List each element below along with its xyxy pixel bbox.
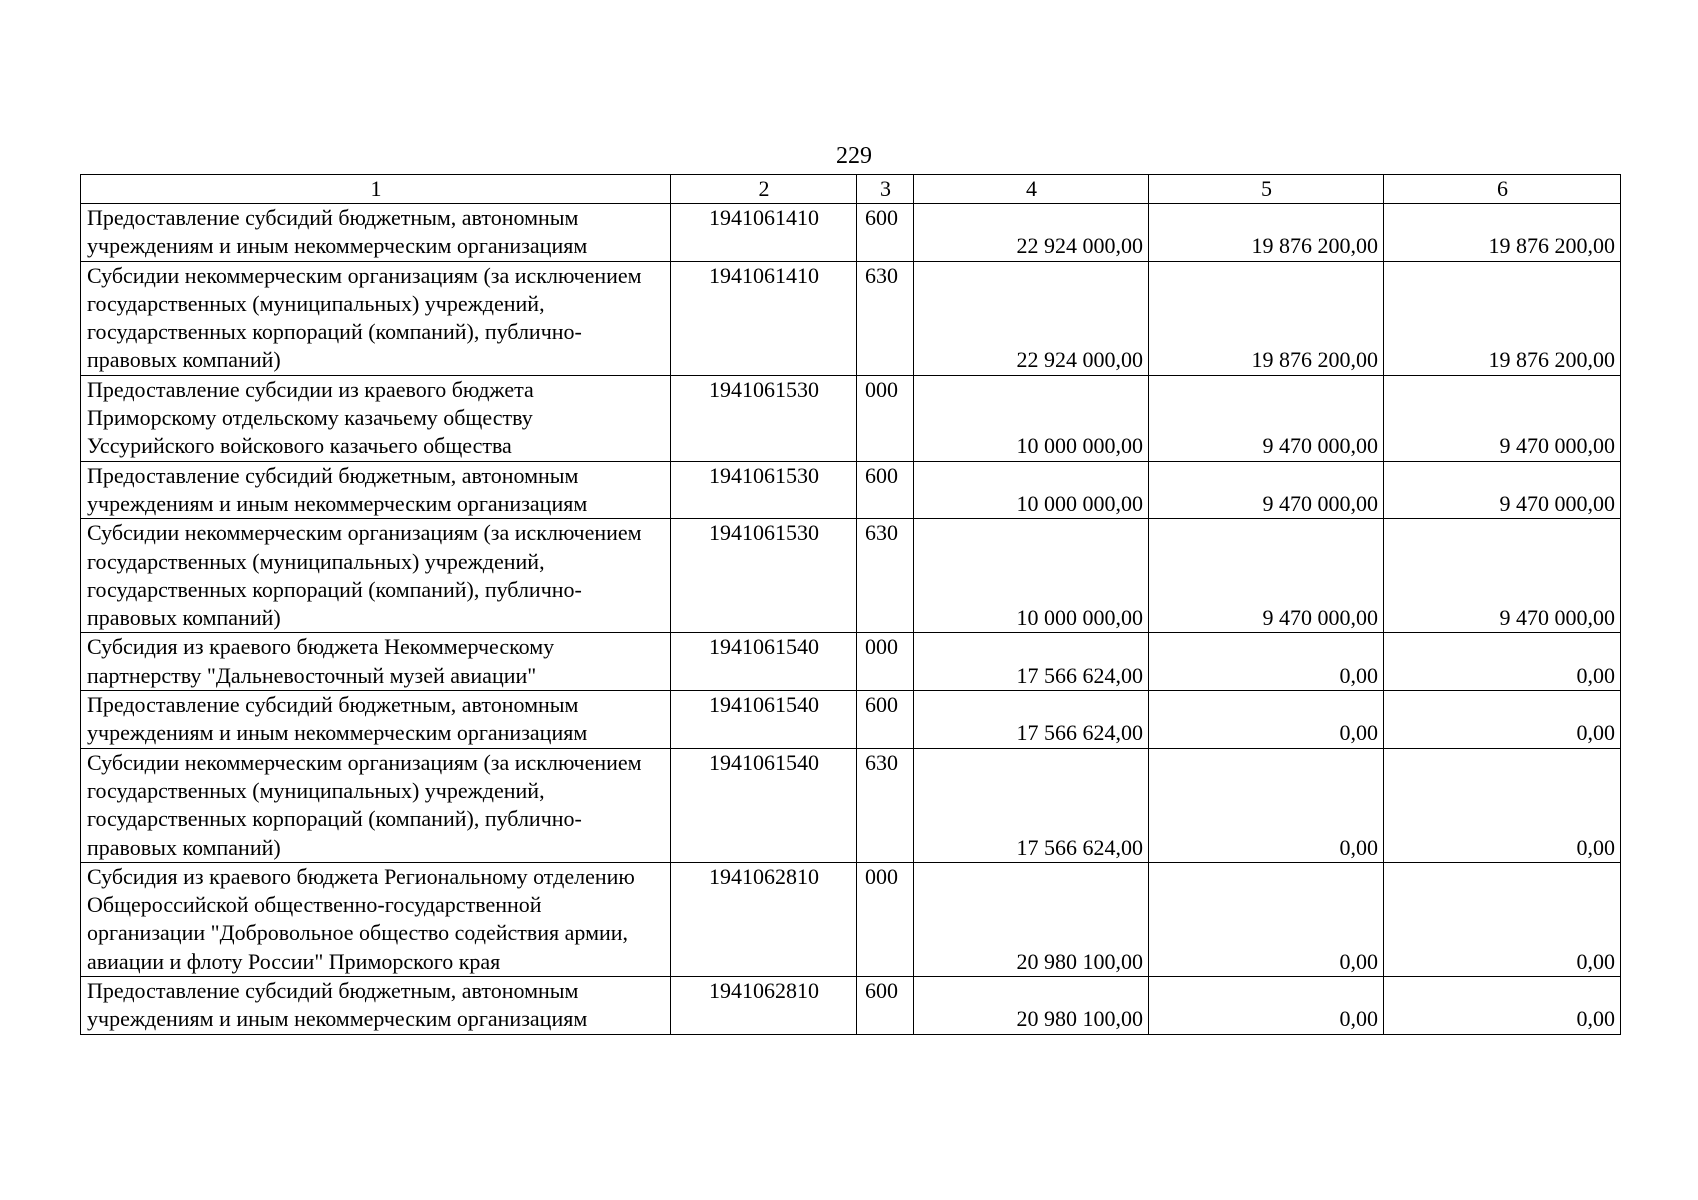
amount-col-6: 9 470 000,00 xyxy=(1384,375,1621,461)
amount-col-6: 0,00 xyxy=(1384,977,1621,1035)
amount-col-6: 0,00 xyxy=(1384,862,1621,976)
row-name-cell: Предоставление субсидий бюджетным, автономным учреждениям и иным некоммерческим организациям xyxy=(81,691,671,749)
table-row xyxy=(81,862,1621,976)
amount-col-4: 20 980 100,00 xyxy=(914,862,1149,976)
row-name-cell: Субсидии некоммерческим организациям (за исключением государственных (муниципальных) учреждений, государственных корпораций (компаний), публично-правовых компаний) xyxy=(81,261,671,375)
table-row xyxy=(81,261,1621,375)
amount-col-4: 17 566 624,00 xyxy=(914,633,1149,691)
table-row xyxy=(81,375,1621,461)
column-header-5: 5 xyxy=(1149,175,1384,204)
target-article-code: 1941062810 xyxy=(671,862,857,976)
target-article-code: 1941061530 xyxy=(671,519,857,633)
expense-type-code: 600 xyxy=(857,691,914,749)
table-row xyxy=(81,748,1621,862)
amount-col-5: 19 876 200,00 xyxy=(1149,261,1384,375)
column-header-6: 6 xyxy=(1384,175,1621,204)
target-article-code: 1941062810 xyxy=(671,977,857,1035)
row-name-cell: Субсидии некоммерческим организациям (за исключением государственных (муниципальных) учреждений, государственных корпораций (компаний), публично-правовых компаний) xyxy=(81,748,671,862)
row-name-cell: Субсидия из краевого бюджета Региональному отделению Общероссийской общественно-государственной организации "Добровольное общество содействия армии, авиации и флоту России" Приморского края xyxy=(81,862,671,976)
amount-col-5: 0,00 xyxy=(1149,862,1384,976)
expense-type-code: 630 xyxy=(857,261,914,375)
column-header-2: 2 xyxy=(671,175,857,204)
row-name-cell: Предоставление субсидий бюджетным, автономным учреждениям и иным некоммерческим организациям xyxy=(81,461,671,519)
page-number: 229 xyxy=(836,143,872,169)
amount-col-5: 0,00 xyxy=(1149,691,1384,749)
amount-col-6: 0,00 xyxy=(1384,633,1621,691)
budget-table xyxy=(80,174,1621,1035)
table-row xyxy=(81,519,1621,633)
amount-col-4: 22 924 000,00 xyxy=(914,204,1149,262)
expense-type-code: 600 xyxy=(857,977,914,1035)
amount-col-5: 0,00 xyxy=(1149,633,1384,691)
amount-col-5: 9 470 000,00 xyxy=(1149,461,1384,519)
amount-col-4: 17 566 624,00 xyxy=(914,691,1149,749)
column-header-4: 4 xyxy=(914,175,1149,204)
expense-type-code: 630 xyxy=(857,519,914,633)
target-article-code: 1941061540 xyxy=(671,691,857,749)
target-article-code: 1941061540 xyxy=(671,633,857,691)
expense-type-code: 630 xyxy=(857,748,914,862)
expense-type-code: 000 xyxy=(857,375,914,461)
amount-col-6: 9 470 000,00 xyxy=(1384,461,1621,519)
expense-type-code: 000 xyxy=(857,633,914,691)
amount-col-4: 17 566 624,00 xyxy=(914,748,1149,862)
row-name-cell: Предоставление субсидии из краевого бюджета Приморскому отдельскому казачьему обществу Уссурийского войскового казачьего общества xyxy=(81,375,671,461)
target-article-code: 1941061530 xyxy=(671,461,857,519)
amount-col-4: 20 980 100,00 xyxy=(914,977,1149,1035)
amount-col-6: 0,00 xyxy=(1384,691,1621,749)
target-article-code: 1941061540 xyxy=(671,748,857,862)
column-header-1: 1 xyxy=(81,175,671,204)
expense-type-code: 000 xyxy=(857,862,914,976)
row-name-cell: Субсидия из краевого бюджета Некоммерческому партнерству "Дальневосточный музей авиации" xyxy=(81,633,671,691)
amount-col-4: 10 000 000,00 xyxy=(914,519,1149,633)
amount-col-5: 19 876 200,00 xyxy=(1149,204,1384,262)
amount-col-4: 10 000 000,00 xyxy=(914,375,1149,461)
column-header-3: 3 xyxy=(857,175,914,204)
table-header-row xyxy=(81,175,1621,204)
amount-col-5: 9 470 000,00 xyxy=(1149,519,1384,633)
target-article-code: 1941061410 xyxy=(671,204,857,262)
table-row xyxy=(81,461,1621,519)
amount-col-5: 0,00 xyxy=(1149,748,1384,862)
row-name-cell: Субсидии некоммерческим организациям (за исключением государственных (муниципальных) учреждений, государственных корпораций (компаний), публично-правовых компаний) xyxy=(81,519,671,633)
table-row xyxy=(81,691,1621,749)
amount-col-6: 19 876 200,00 xyxy=(1384,261,1621,375)
expense-type-code: 600 xyxy=(857,204,914,262)
row-name-cell: Предоставление субсидий бюджетным, автономным учреждениям и иным некоммерческим организациям xyxy=(81,977,671,1035)
target-article-code: 1941061530 xyxy=(671,375,857,461)
amount-col-5: 9 470 000,00 xyxy=(1149,375,1384,461)
table-row xyxy=(81,633,1621,691)
table-row xyxy=(81,204,1621,262)
target-article-code: 1941061410 xyxy=(671,261,857,375)
amount-col-6: 9 470 000,00 xyxy=(1384,519,1621,633)
amount-col-5: 0,00 xyxy=(1149,977,1384,1035)
table-row xyxy=(81,977,1621,1035)
row-name-cell: Предоставление субсидий бюджетным, автономным учреждениям и иным некоммерческим организациям xyxy=(81,204,671,262)
expense-type-code: 600 xyxy=(857,461,914,519)
amount-col-6: 0,00 xyxy=(1384,748,1621,862)
amount-col-4: 10 000 000,00 xyxy=(914,461,1149,519)
amount-col-6: 19 876 200,00 xyxy=(1384,204,1621,262)
amount-col-4: 22 924 000,00 xyxy=(914,261,1149,375)
